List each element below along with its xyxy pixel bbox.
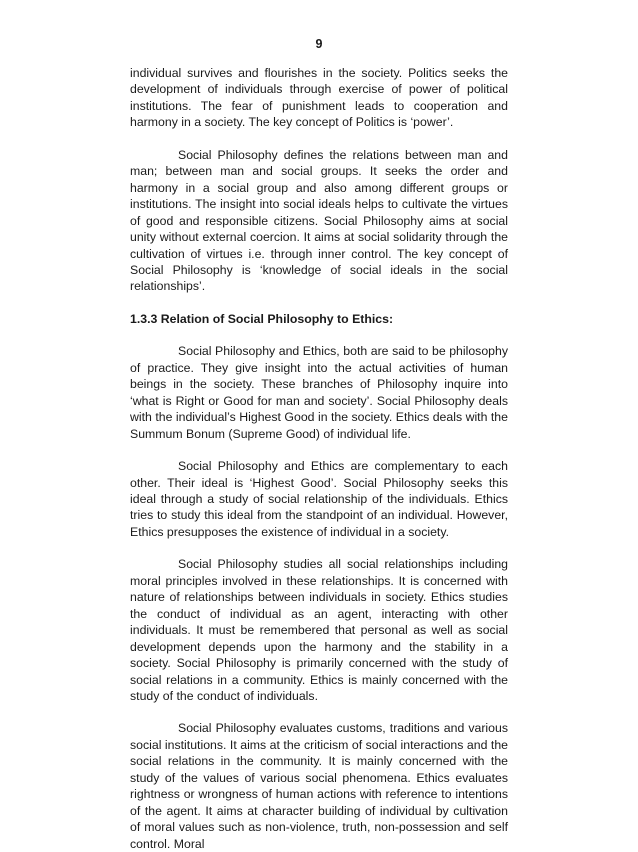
paragraph-social-philosophy-definition: Social Philosophy defines the relations between man and man; between man and social groups. It seeks the order and harmony in a social group and also among different groups or institutions. The insight into social ideals helps to cultivate the virtues of good and responsible citizens. Social Philosophy aims at social unity without external coercion. It aims at social solidarity through the cultivation of virtues i.e. through inner control. The key concept of Social Philosophy is ‘knowledge of social ideals in the social relationships’. (130, 147, 508, 294)
document-body (130, 65, 508, 852)
paragraph-philosophy-of-practice: Social Philosophy and Ethics, both are said to be philosophy of practice. They give insight into the actual activities of human beings in the society. These branches of Philosophy inquire into ‘what is Right or Good for man and society’. Social Philosophy deals with the individual’s Highest Good in the society. Ethics deals with the Summum Bonum (Supreme Good) of individual life. (130, 344, 508, 441)
paragraph-politics-continued: individual survives and flourishes in the society. Politics seeks the development of individuals through exercise of power of political institutions. The fear of punishment leads to cooperation and harmony in a society. The key concept of Politics is ‘power’. (130, 66, 508, 130)
page-number: 9 (315, 37, 323, 51)
paragraph-social-relationships: Social Philosophy studies all social relationships including moral principles involved in these relationships. It is concerned with nature of relationships between individuals in society. Ethics studies the conduct of individual as an agent, interacting with other individuals. It must be remembered that personal as well as social development depends upon the harmony and the stability in a society. Social Philosophy is primarily concerned with the study of social relations in a community. Ethics is mainly concerned with the study of the conduct of individuals. (130, 557, 508, 703)
paragraph-complementary: Social Philosophy and Ethics are complementary to each other. Their ideal is ‘Highest Good’. Social Philosophy seeks this ideal through a study of social relationship of the individuals. Ethics tries to study this ideal from the standpoint of an individual. However, Ethics presupposes the existence of individual in a society. (130, 459, 508, 539)
section-heading: 1.3.3 Relation of Social Philosophy to Ethics: (130, 311, 394, 326)
paragraph-evaluates-customs: Social Philosophy evaluates customs, traditions and various social institutions. It aims at the criticism of social interactions and the social relations in the community. It is mainly concerned with the study of the values of various social phenomena. Ethics evaluates rightness or wrongness of human actions with reference to intentions of the agent. It aims at character building of individual by cultivation of moral values such as non-violence, truth, non-possession and self control. Moral (130, 721, 508, 851)
